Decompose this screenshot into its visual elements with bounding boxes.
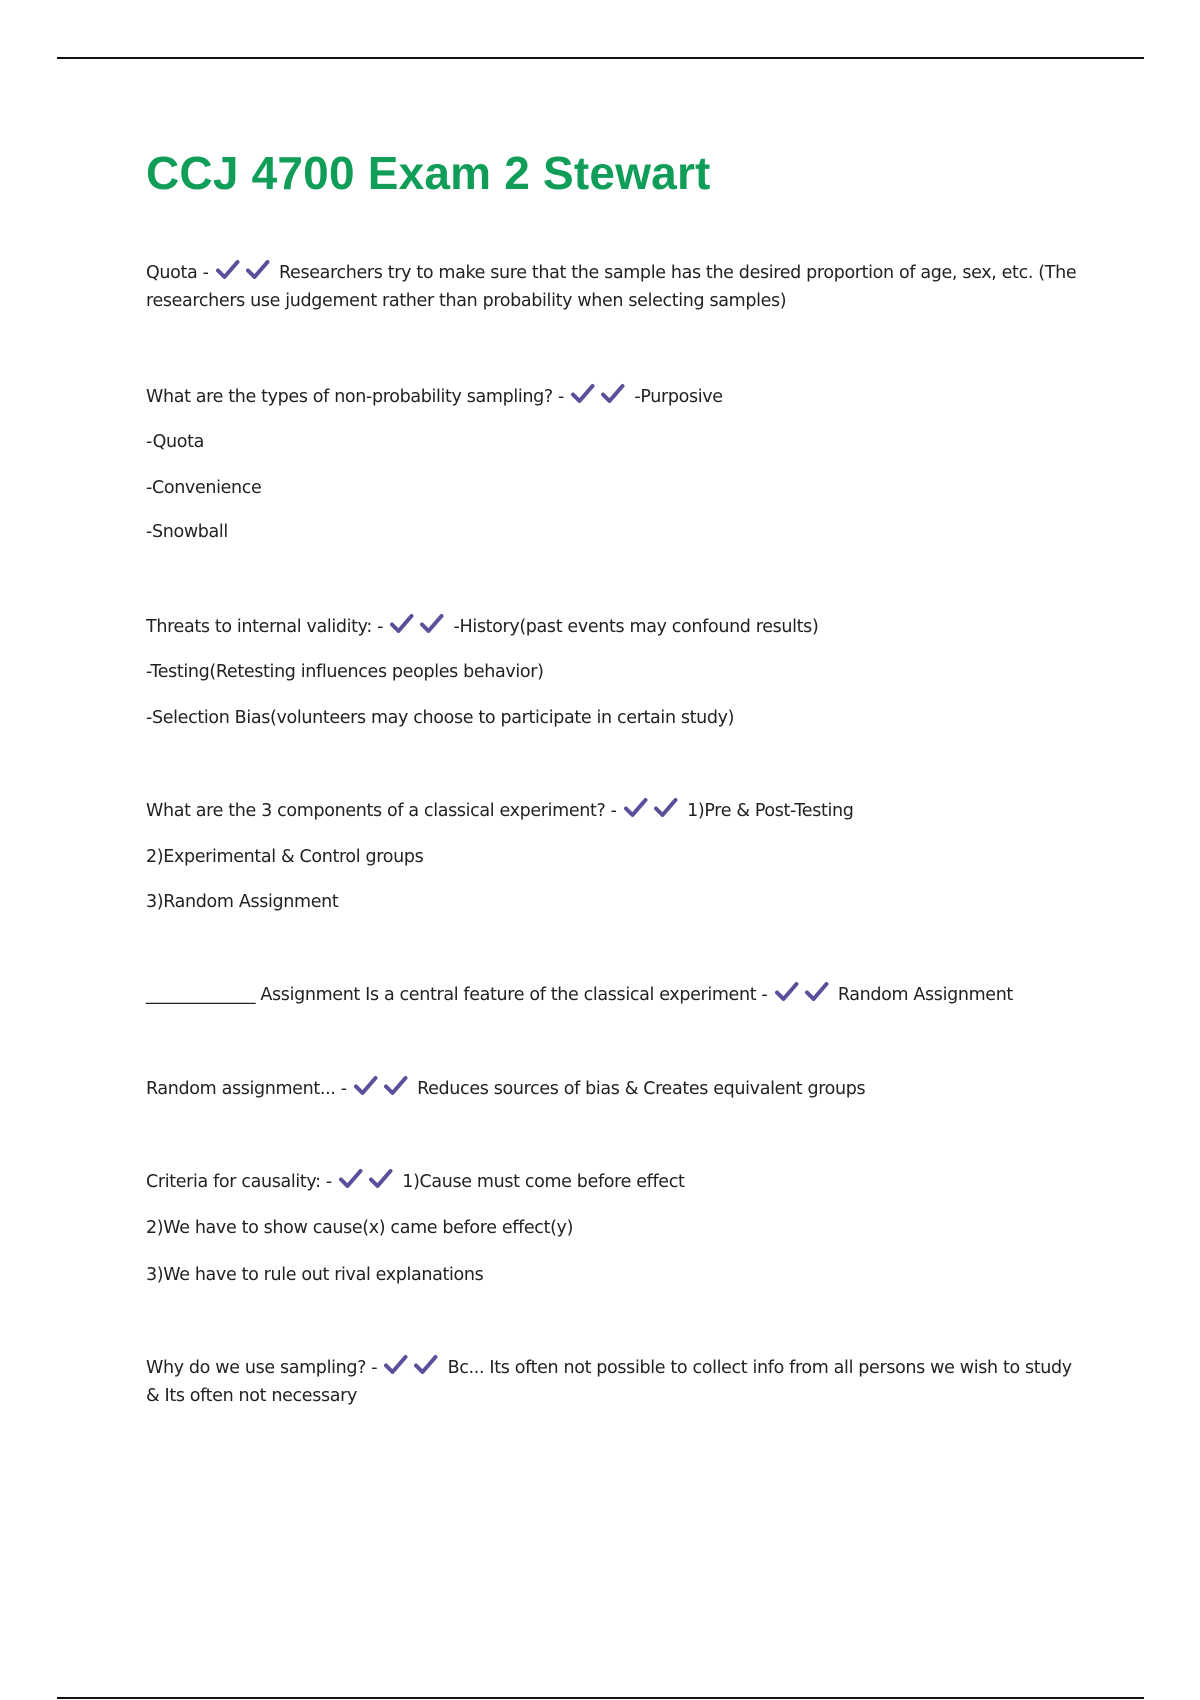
check-icon [246, 259, 270, 281]
bottom-rule [57, 1697, 1144, 1699]
entry-random-assignment [146, 1075, 1086, 1103]
answer-text: Random Assignment [837, 985, 1013, 1005]
answer-text: Reduces sources of bias & Creates equivalent groups [417, 1079, 866, 1099]
question-text: Criteria for causality: - [146, 1172, 332, 1192]
check-icon [414, 1354, 438, 1376]
check-icon [384, 1075, 408, 1097]
document-title: CCJ 4700 Exam 2 Stewart [146, 147, 711, 199]
check-icon [354, 1075, 378, 1097]
answer-marker [571, 383, 625, 405]
entry-nonprob-sampling [146, 383, 1086, 411]
top-rule [57, 57, 1144, 59]
entry-causality [146, 1168, 1086, 1196]
question-text: _____________ Assignment Is a central feature of the classical experiment - [146, 985, 768, 1005]
answer-text: -History(past events may confound results) [453, 617, 819, 637]
answer-line: -Testing(Retesting influences peoples behavior) [146, 662, 544, 682]
answer-line: -Snowball [146, 522, 228, 542]
check-icon [390, 613, 414, 635]
entry-classical-experiment [146, 797, 1086, 825]
answer-marker [390, 613, 444, 635]
answer-line: 3)Random Assignment [146, 892, 339, 912]
check-icon [624, 797, 648, 819]
check-icon [775, 981, 799, 1003]
check-icon [601, 383, 625, 405]
entry-why-sampling [146, 1354, 1086, 1410]
check-icon [339, 1168, 363, 1190]
question-text: Quota - [146, 263, 209, 283]
answer-line: -Selection Bias(volunteers may choose to participate in certain study) [146, 708, 735, 728]
answer-text: Researchers try to make sure that the sample has the desired proportion of age, sex, etc. (The researchers use judgement rather than probability when selecting samples) [146, 263, 1077, 311]
answer-line: 2)Experimental & Control groups [146, 847, 424, 867]
entry-quota [146, 259, 1086, 315]
answer-marker [354, 1075, 408, 1097]
check-icon [369, 1168, 393, 1190]
entry-internal-validity [146, 613, 1086, 641]
question-text: Threats to internal validity: - [146, 617, 384, 637]
question-text: What are the types of non-probability sampling? - [146, 387, 564, 407]
answer-text: 1)Pre & Post-Testing [687, 801, 854, 821]
entry-assignment-blank [146, 981, 1086, 1009]
answer-line: 3)We have to rule out rival explanations [146, 1265, 484, 1285]
question-text: What are the 3 components of a classical experiment? - [146, 801, 617, 821]
answer-marker [384, 1354, 438, 1376]
answer-text: 1)Cause must come before effect [402, 1172, 685, 1192]
question-text: Why do we use sampling? - [146, 1358, 378, 1378]
answer-marker [339, 1168, 393, 1190]
question-text: Random assignment... - [146, 1079, 347, 1099]
answer-marker [624, 797, 678, 819]
check-icon [420, 613, 444, 635]
check-icon [654, 797, 678, 819]
check-icon [571, 383, 595, 405]
check-icon [384, 1354, 408, 1376]
answer-text: -Purposive [634, 387, 723, 407]
check-icon [805, 981, 829, 1003]
answer-text: Bc... Its often not possible to collect info from all persons we wish to study & Its often not necessary [146, 1358, 1072, 1406]
check-icon [216, 259, 240, 281]
answer-line: 2)We have to show cause(x) came before effect(y) [146, 1218, 574, 1238]
answer-marker [216, 259, 270, 281]
answer-line: -Quota [146, 432, 205, 452]
answer-marker [775, 981, 829, 1003]
answer-line: -Convenience [146, 478, 262, 498]
